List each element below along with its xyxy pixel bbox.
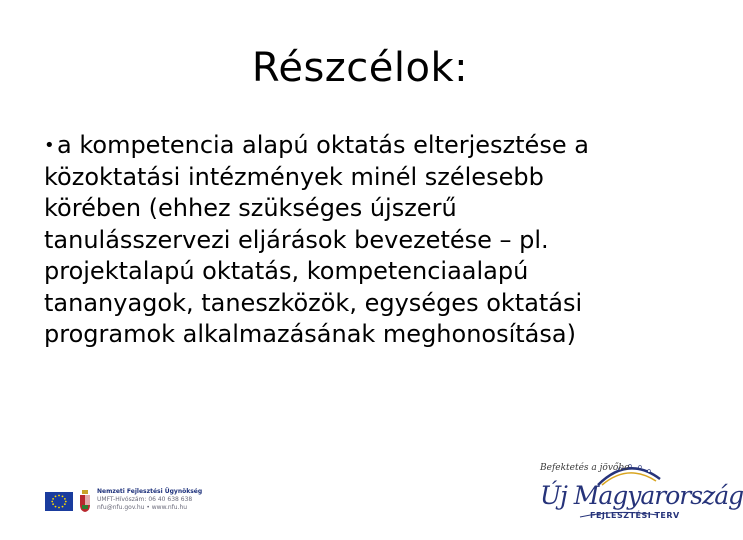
- footer: [0, 455, 743, 540]
- bullet-line-1: a kompetencia alapú oktatás elterjesztése a: [57, 131, 589, 159]
- bullet-item: [44, 130, 694, 351]
- logo-slogan: Befektetés a jövőbe: [540, 463, 630, 473]
- bullet-line-6: tananyagok, taneszközök, egységes oktatási: [44, 288, 583, 317]
- slide-title: Részcélok:: [251, 45, 469, 91]
- eu-flag-icon: [45, 492, 73, 511]
- agency-contact: nfu@nfu.gov.hu • www.nfu.hu: [97, 504, 188, 511]
- bullet-line-3: körében (ehhez szükséges újszerű: [44, 194, 457, 222]
- coat-of-arms-icon: [80, 490, 90, 512]
- bullet-line-5: projektalapú oktatás, kompetenciaalapú: [44, 257, 529, 285]
- bullet-line-2: közoktatási intézmények minél szélesebb: [44, 162, 544, 191]
- agency-name: Nemzeti Fejlesztési Ügynökség: [97, 488, 203, 495]
- bullet-line-7: programok alkalmazásának meghonosítása): [44, 320, 576, 348]
- logo-program-name: Új Magyarország: [540, 481, 743, 510]
- bullet-line-4: tanulásszervezi eljárások bevezetése – pl.: [44, 225, 549, 254]
- agency-info: [97, 488, 217, 512]
- agency-phone: UMFT-Hívószám: 06 40 638 638: [97, 496, 193, 503]
- bullet-icon: •: [44, 135, 55, 156]
- logo-program-sub: FEJLESZTÉSI TERV: [590, 511, 680, 520]
